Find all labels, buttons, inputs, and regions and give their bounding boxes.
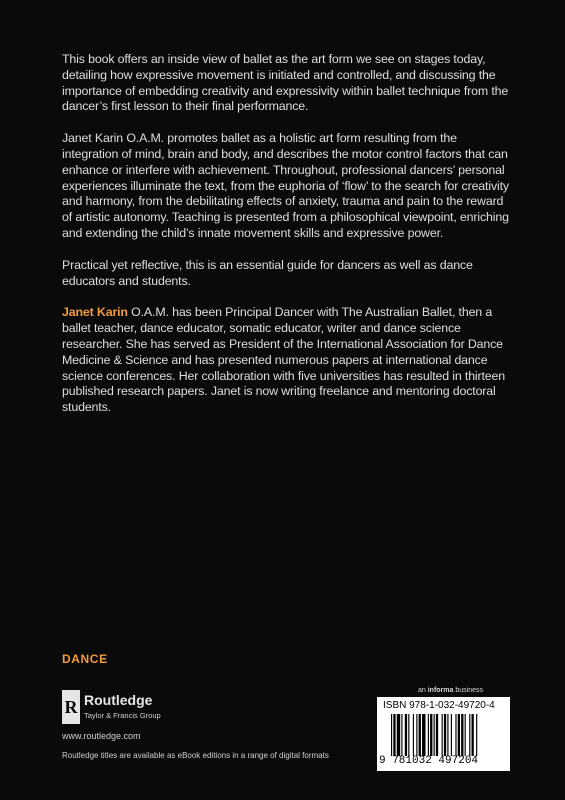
ebook-footnote: Routledge titles are available as eBook editions in a range of digital formats [62,751,329,760]
publisher-name: Routledge [84,692,153,708]
blurb-paragraph-3: Practical yet reflective, this is an essential guide for dancers as well as dance educators and students. [62,257,473,288]
routledge-logo-icon [62,690,80,724]
barcode-icon [391,714,505,756]
category-label: DANCE [62,652,108,666]
svg-text:R: R [64,697,78,717]
informa-brand: informa [427,687,454,694]
author-bio [62,305,510,416]
author-bio-text: O.A.M. has been Principal Dancer with The Australian Ballet, then a ballet teacher, dance educator, somatic educator, writer and dance science researcher. She has served as President of the International Association for Dance Medicine & Science and has presented numerous papers at international dance science conferences. Her collaboration with five universities has resulted in thirteen published research papers. Janet is now writing freelance and mentoring doctoral students. [62,305,506,415]
blurb-paragraph-1: This book offers an inside view of ballet as the art form we see on stages today, detailing how expressive movement is initiated and controlled, and discussing the importance of embedding creativity and expressivity within ballet technique from the dancer’s first lesson to their final performance. [62,52,509,114]
blurb-paragraph-2: Janet Karin O.A.M. promotes ballet as a holistic art form resulting from the integration of mind, brain and body, and describes the motor control factors that can enhance or interfere with achievement. Throughout, professional dancers’ personal experiences illuminate the text, from the euphoria of ‘flow’ to the search for creativity and harmony, from the debilitating effects of anxiety, trauma and pain to the reward of artistic autonomy. Teaching is presented from a philosophical viewpoint, enriching and extending the child’s innate movement skills and expressive power. [62,131,509,240]
isbn-barcode [377,697,510,771]
isbn-text: ISBN 978-1-032-49720-4 [383,700,495,711]
barcode-digits: 9 781032 497204 [379,755,479,767]
author-name: Janet Karin [62,305,128,320]
publisher-logo [62,690,222,726]
publisher-group: Taylor & Francis Group [84,711,161,720]
informa-business-label: an informa business [418,687,483,694]
publisher-website: www.routledge.com [62,731,141,741]
back-cover-blurb [62,52,510,432]
